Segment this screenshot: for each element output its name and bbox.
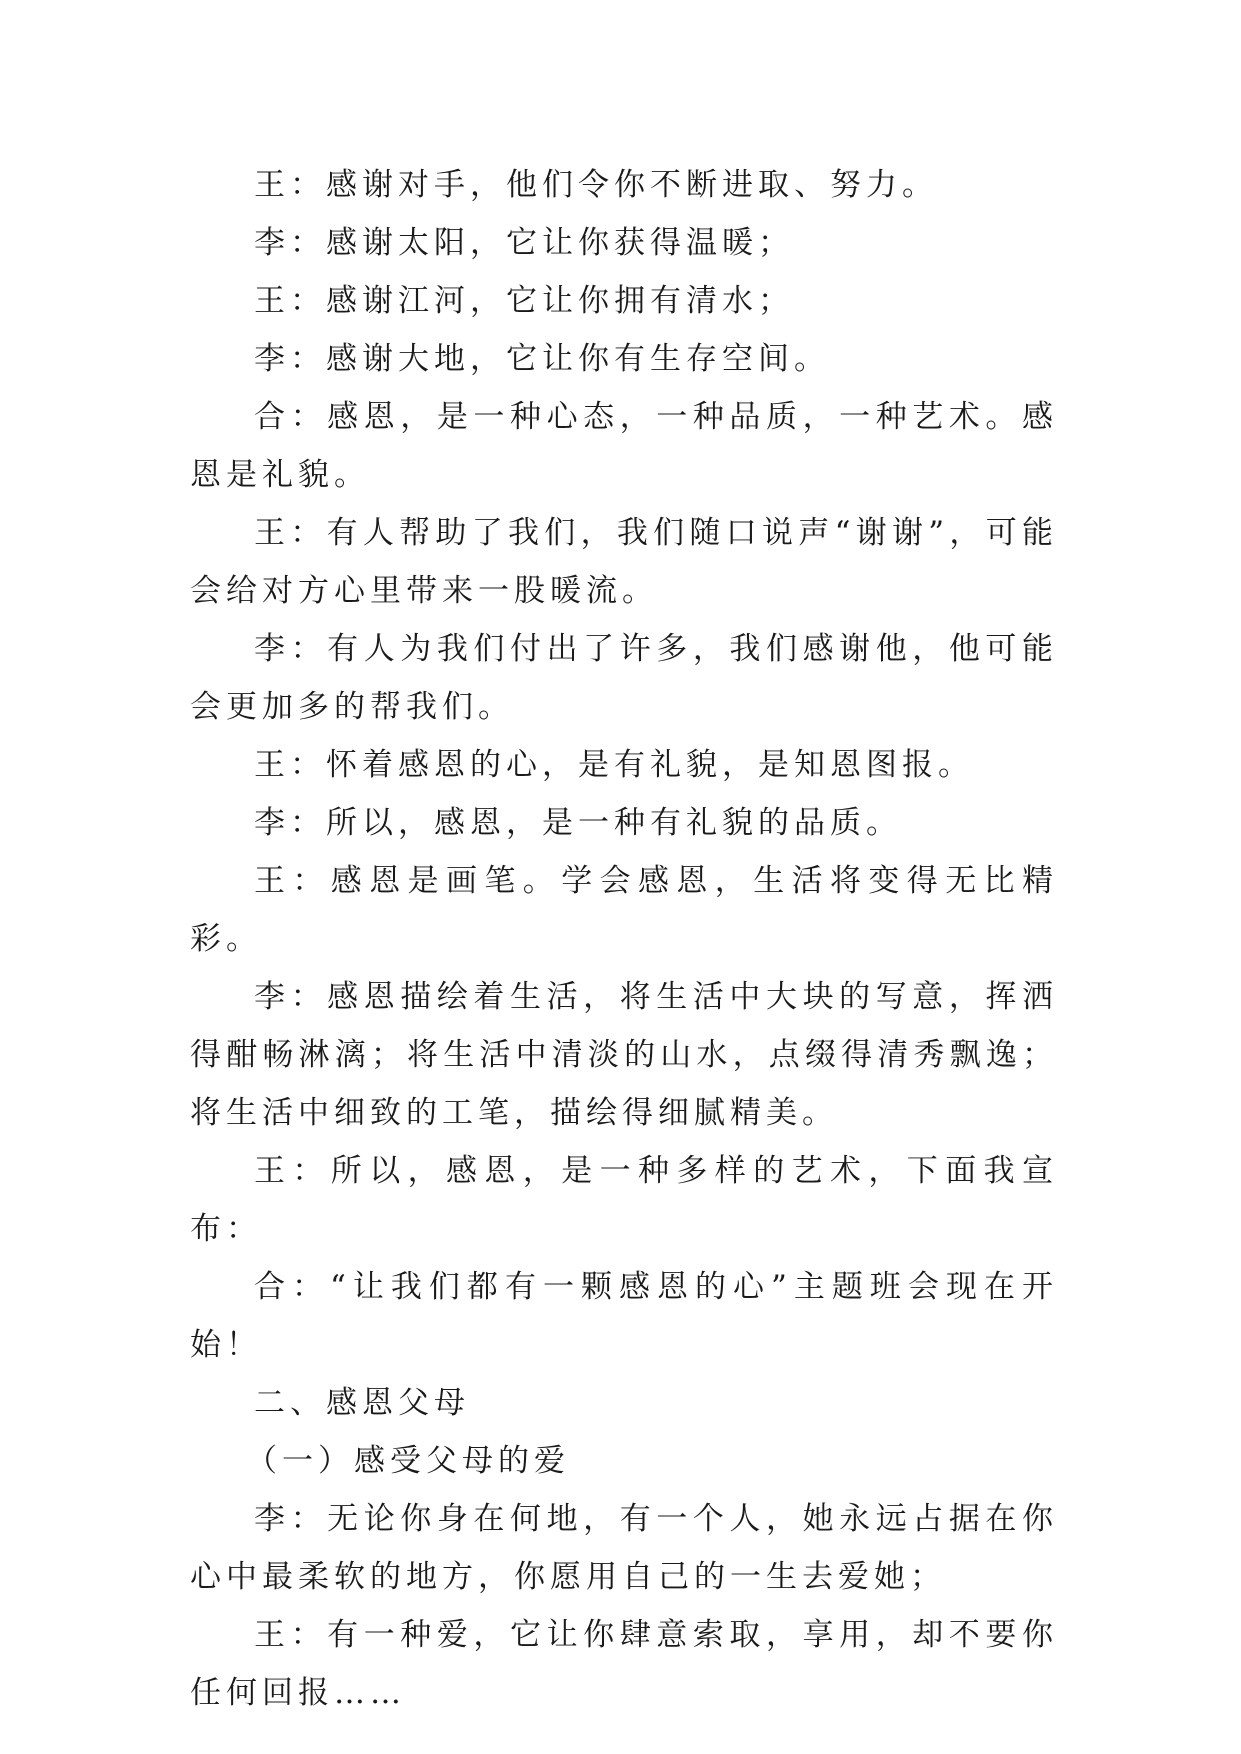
paragraph: 王：所以，感恩，是一种多样的艺术，下面我宣布： [190, 1153, 1058, 1247]
paragraph: 李：有人为我们付出了许多，我们感谢他，他可能会更加多的帮我们。 [190, 631, 1058, 725]
paragraph: 王：有人帮助了我们，我们随口说声“谢谢”，可能会给对方心里带来一股暖流。 [190, 515, 1058, 609]
paragraph: 李：感恩描绘着生活，将生活中大块的写意，挥洒得酣畅淋漓；将生活中清淡的山水，点缀得清秀飘逸；将生活中细致的工笔，描绘得细腻精美。 [190, 979, 1058, 1131]
subsection-heading: （一）感受父母的爱 [246, 1443, 570, 1479]
paragraph: 合：感恩，是一种心态，一种品质，一种艺术。感恩是礼貌。 [190, 399, 1058, 493]
paragraph: 王：有一种爱，它让你肆意索取，享用，却不要你任何回报…… [190, 1617, 1058, 1711]
paragraph: 李：感谢太阳，它让你获得温暖； [254, 225, 794, 261]
paragraph: 王：感谢对手，他们令你不断进取、努力。 [254, 167, 938, 203]
paragraph: 王：怀着感恩的心，是有礼貌，是知恩图报。 [254, 747, 974, 783]
paragraph: 王：感谢江河，它让你拥有清水； [254, 283, 794, 319]
document-body [190, 156, 1058, 1722]
paragraph: 李：无论你身在何地，有一个人，她永远占据在你心中最柔软的地方，你愿用自己的一生去爱她； [190, 1501, 1058, 1595]
paragraph: 合：“让我们都有一颗感恩的心”主题班会现在开始！ [190, 1269, 1058, 1363]
paragraph: 李：所以，感恩，是一种有礼貌的品质。 [254, 805, 902, 841]
section-heading: 二、感恩父母 [254, 1385, 470, 1421]
paragraph: 李：感谢大地，它让你有生存空间。 [254, 341, 830, 377]
paragraph: 王：感恩是画笔。学会感恩，生活将变得无比精彩。 [190, 863, 1058, 957]
